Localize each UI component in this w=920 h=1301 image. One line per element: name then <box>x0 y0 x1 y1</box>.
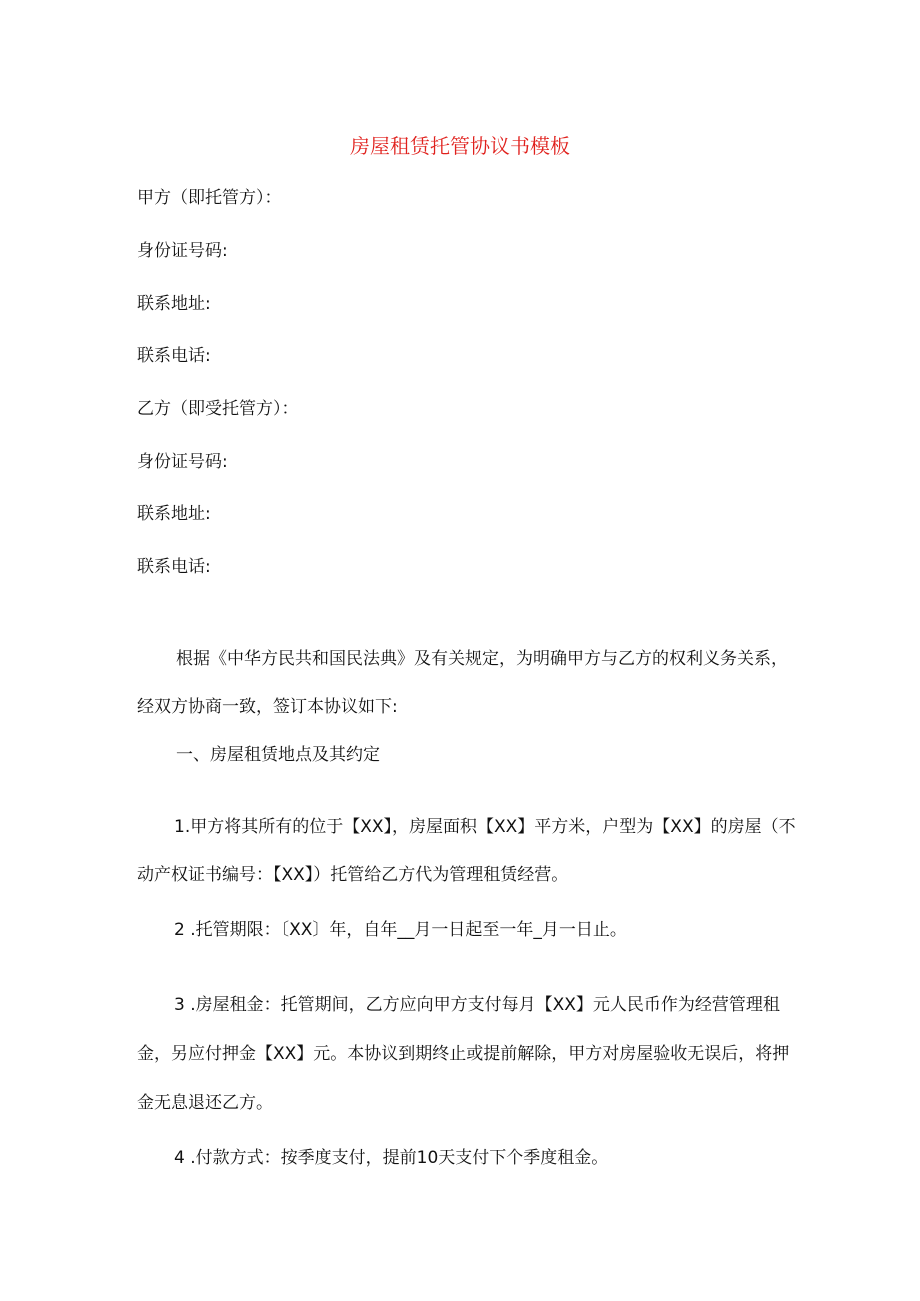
party-a-phone-label: 联系电话: <box>137 346 211 366</box>
section-1-heading: 一、房屋租赁地点及其约定 <box>176 745 380 765</box>
clause-3-line-3: 金无息退还乙方。 <box>137 1093 273 1113</box>
party-b-id-label: 身份证号码: <box>137 452 228 472</box>
party-a-label: 甲方（即托管方）： <box>137 188 282 208</box>
clause-1-line-2: 动产权证书编号：【XX】）托管给乙方代为管理租赁经营。 <box>137 865 569 885</box>
party-b-label: 乙方（即受托管方）： <box>137 399 299 419</box>
document-title: 房屋租赁托管协议书模板 <box>350 134 570 158</box>
clause-3-line-2: 金，另应付押金【XX】元。本协议到期终止或提前解除，甲方对房屋验收无误后，将押 <box>137 1044 790 1064</box>
clause-1-line-1: 1.甲方将其所有的位于【XX】，房屋面积【XX】平方米，户型为【XX】的房屋（不 <box>174 817 796 837</box>
clause-4: 4 .付款方式：按季度支付，提前10天支付下个季度租金。 <box>174 1148 609 1168</box>
party-a-address-label: 联系地址: <box>137 294 211 314</box>
party-b-phone-label: 联系电话: <box>137 557 211 577</box>
clause-3-line-1: 3 .房屋租金：托管期间，乙方应向甲方支付每月【XX】元人民币作为经营管理租 <box>174 995 780 1015</box>
intro-line-1: 根据《中华方民共和国民法典》及有关规定，为明确甲方与乙方的权利义务关系， <box>176 649 788 669</box>
intro-line-2: 经双方协商一致，签订本协议如下: <box>137 697 398 717</box>
clause-2: 2 .托管期限：〔XX〕年，自年__月一日起至一年_月一日止。 <box>174 920 627 940</box>
party-a-id-label: 身份证号码: <box>137 241 228 261</box>
party-b-address-label: 联系地址: <box>137 504 211 524</box>
